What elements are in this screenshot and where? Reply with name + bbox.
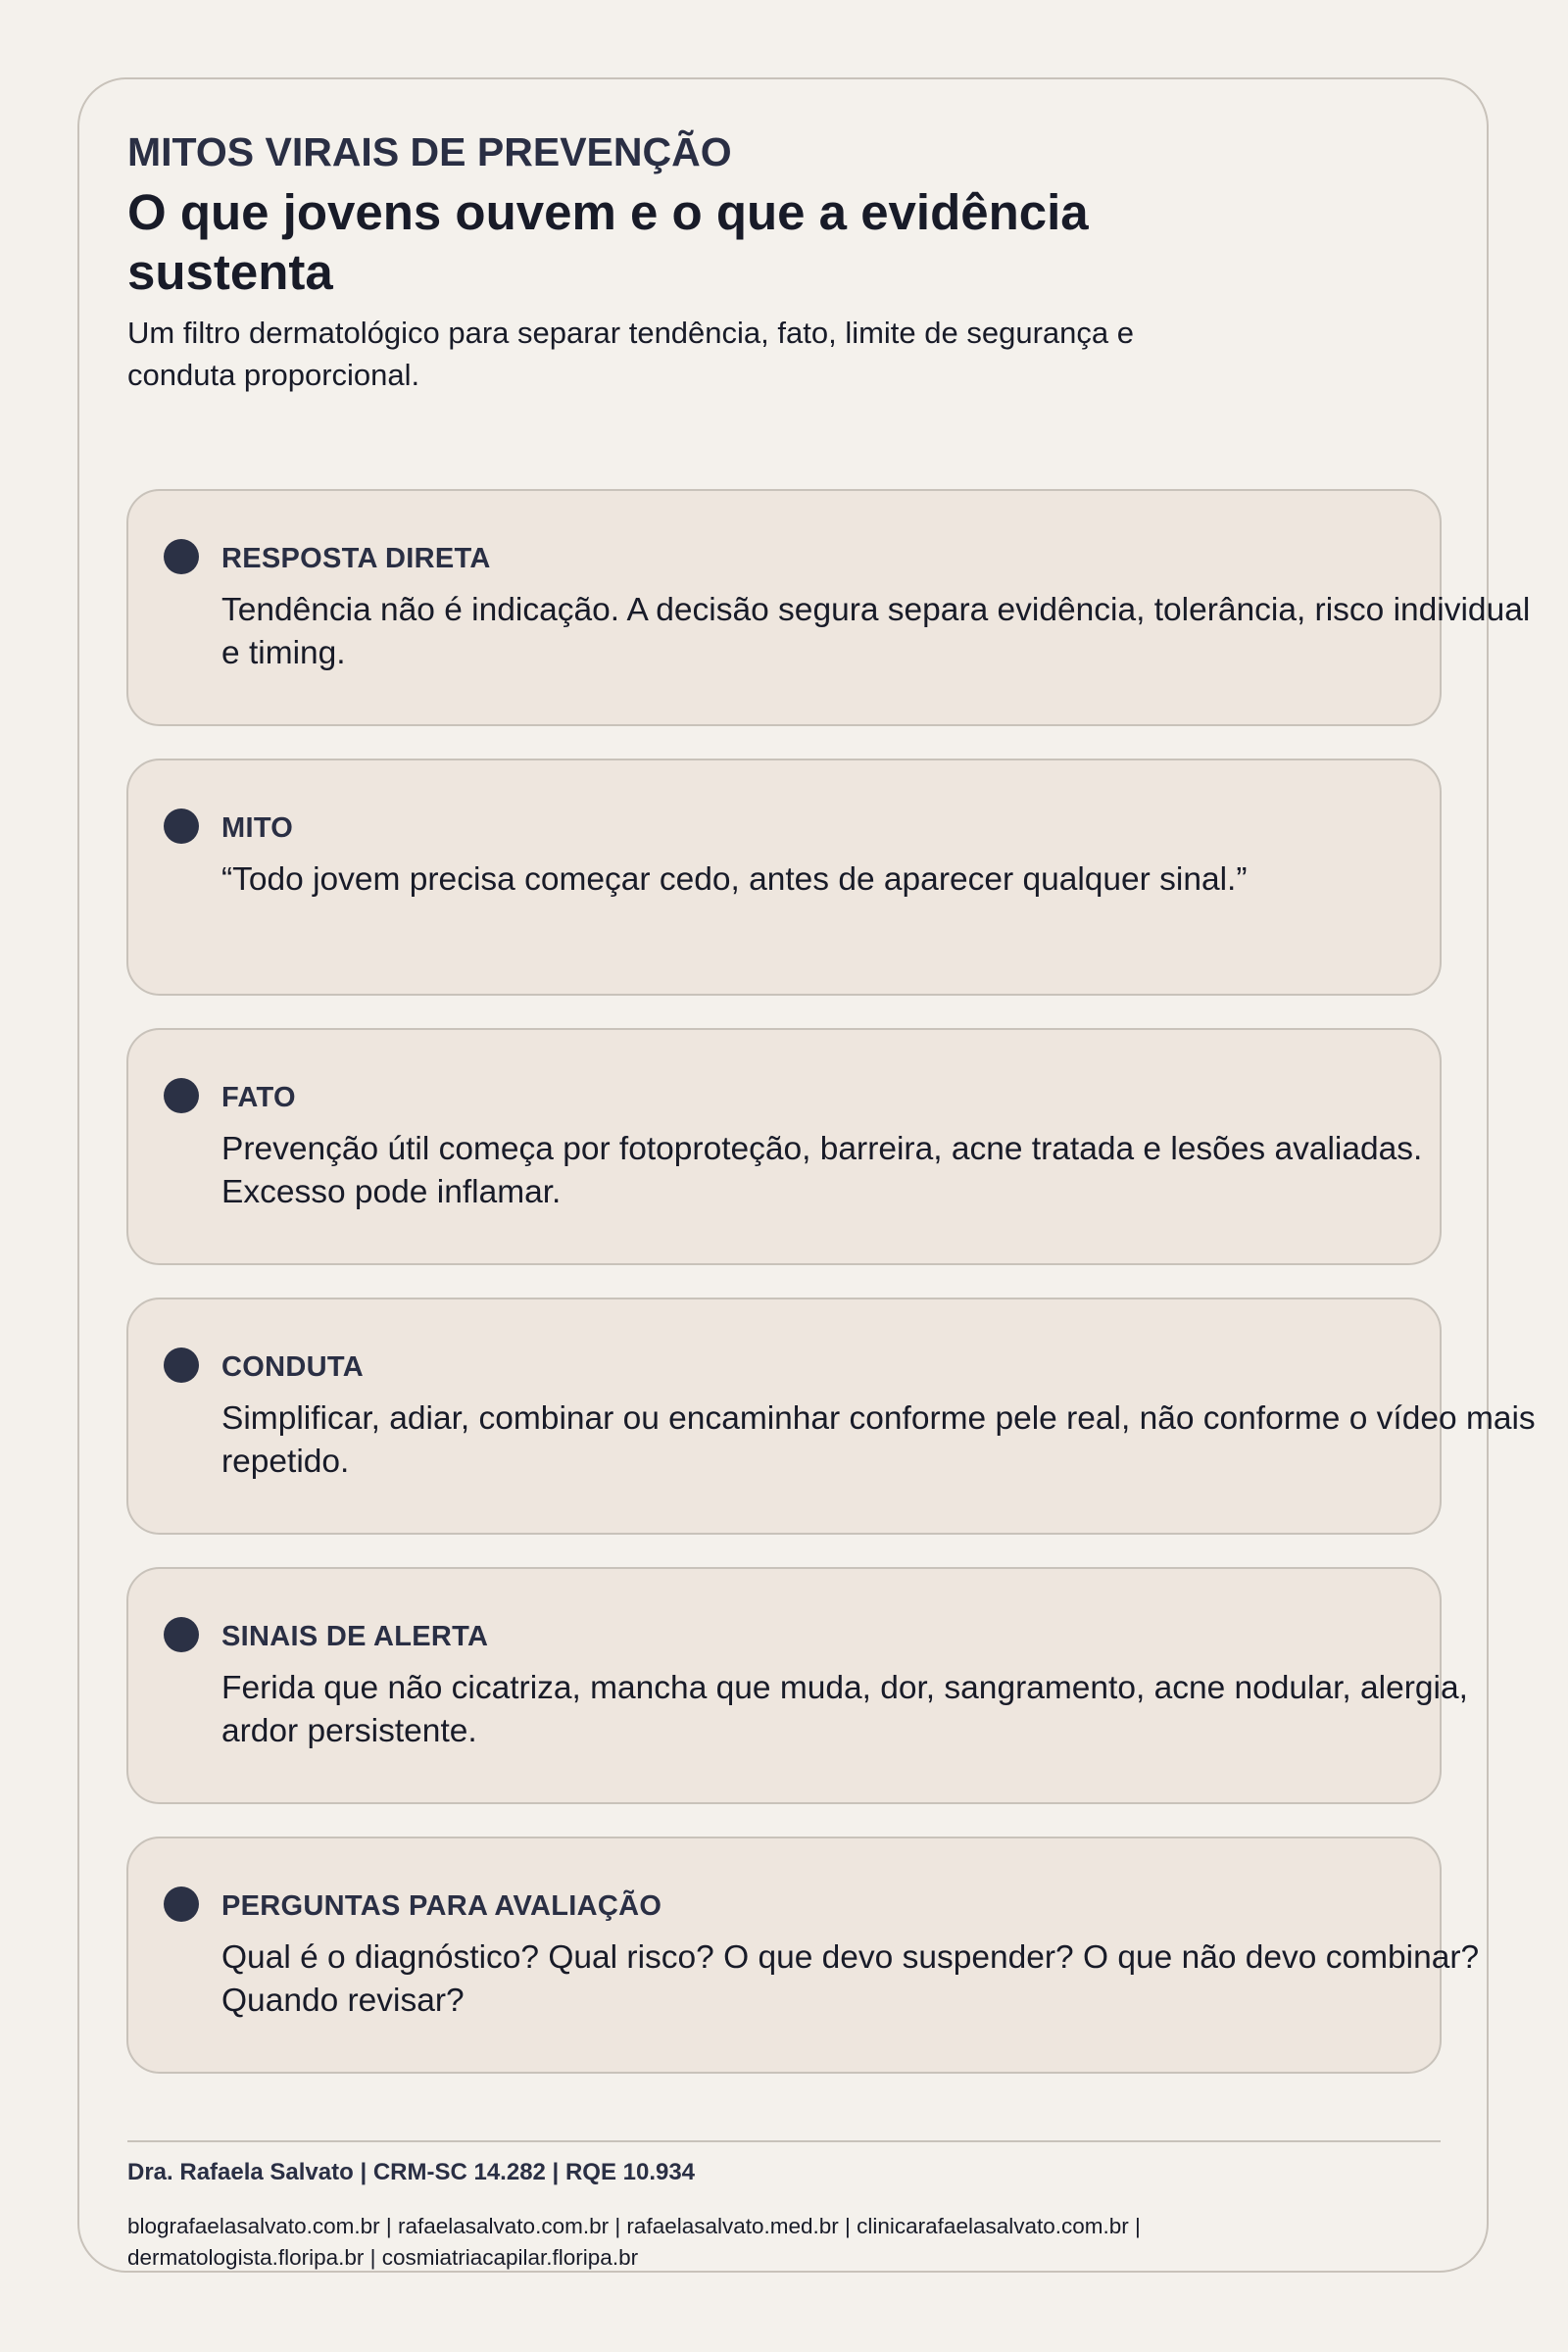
footer-links: blografaelasalvato.com.br | rafaelasalvato.com.br | rafaelasalvato.med.br | clinicarafaelasalvato.com.br | dermatologista.floripa.br | cosmiatriacapilar.floripa.br <box>127 2214 1141 2270</box>
card-text: Simplificar, adiar, combinar ou encaminhar conforme pele real, não conforme o vídeo mais repetido. <box>221 1400 1536 1480</box>
card-text: “Todo jovem precisa começar cedo, antes de aparecer qualquer sinal.” <box>221 861 1248 898</box>
card-mito <box>126 759 1442 996</box>
card-text: Qual é o diagnóstico? Qual risco? O que devo suspender? O que não devo combinar? Quando revisar? <box>221 1939 1480 2019</box>
bullet-dot-icon <box>164 808 199 844</box>
card-fato <box>126 1028 1442 1265</box>
card-perguntas-para-avaliacao <box>126 1837 1480 2074</box>
card-sinais-de-alerta <box>126 1567 1468 1804</box>
card-text: Ferida que não cicatriza, mancha que muda, dor, sangramento, acne nodular, alergia, ardor persistente. <box>221 1670 1468 1749</box>
card-text: Tendência não é indicação. A decisão segura separa evidência, tolerância, risco individual e timing. <box>221 592 1531 671</box>
card-text: Prevenção útil começa por fotoproteção, barreira, acne tratada e lesões avaliadas. Excesso pode inflamar. <box>221 1131 1423 1210</box>
card-label: RESPOSTA DIRETA <box>221 543 491 574</box>
card-label: SINAIS DE ALERTA <box>221 1621 489 1652</box>
page-title: O que jovens ouvem e o que a evidência sustenta <box>127 184 1089 300</box>
card-label: FATO <box>221 1082 296 1113</box>
bullet-dot-icon <box>164 539 199 574</box>
card-conduta <box>126 1298 1536 1535</box>
bullet-dot-icon <box>164 1348 199 1383</box>
author-credentials: Dra. Rafaela Salvato | CRM-SC 14.282 | RQE 10.934 <box>127 2159 696 2185</box>
page-subtitle: Um filtro dermatológico para separar tendência, fato, limite de segurança e conduta proporcional. <box>127 316 1134 392</box>
footer-divider <box>127 2140 1441 2142</box>
card-label: MITO <box>221 812 294 844</box>
card-label: CONDUTA <box>221 1351 364 1383</box>
card-label: PERGUNTAS PARA AVALIAÇÃO <box>221 1890 662 1922</box>
bullet-dot-icon <box>164 1617 199 1652</box>
bullet-dot-icon <box>164 1078 199 1113</box>
eyebrow-heading: MITOS VIRAIS DE PREVENÇÃO <box>127 129 732 174</box>
card-resposta-direta <box>126 489 1531 726</box>
bullet-dot-icon <box>164 1886 199 1922</box>
